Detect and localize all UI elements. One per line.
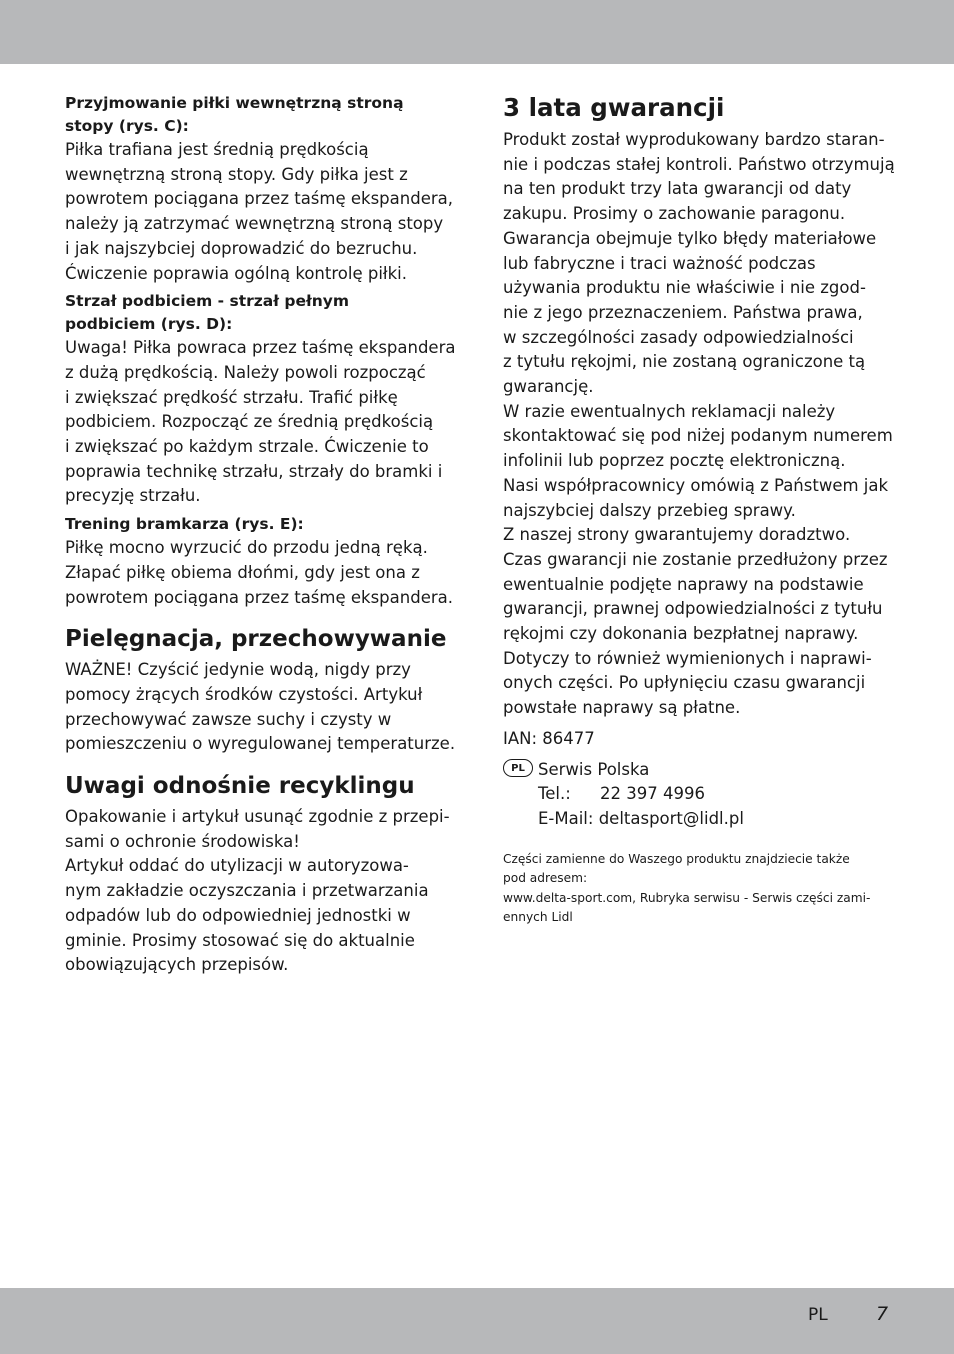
paragraph-line: Gwarancja obejmuje tylko błędy materiałowe xyxy=(503,228,877,248)
paragraph-line: nym zakładzie oczyszczania i przetwarzania xyxy=(65,881,429,901)
service-email: E-Mail: deltasport@lidl.pl xyxy=(538,808,744,828)
paragraph-line: infolinii lub poprzez pocztę elektroniczną. xyxy=(503,451,846,471)
paragraph-line: Uwaga! Piłka powraca przez taśmę ekspandera xyxy=(65,338,456,358)
country-badge-pl: PL xyxy=(503,759,533,777)
paragraph-line: i zwiększać prędkość strzału. Trafić piłkę xyxy=(65,387,398,407)
paragraph-line: ewentualnie podjęte naprawy na podstawie xyxy=(503,574,864,594)
paragraph-line: powstałe naprawy są płatne. xyxy=(503,698,741,718)
recycling-heading: Uwagi odnośnie recyklingu xyxy=(65,773,415,800)
paragraph-line: Opakowanie i artykuł usunąć zgodnie z przepi- xyxy=(65,807,450,827)
spare-parts-line: Części zamienne do Waszego produktu znajdziecie także xyxy=(503,851,850,866)
spare-parts-line: pod adresem: xyxy=(503,871,588,886)
paragraph-line: W razie ewentualnych reklamacji należy xyxy=(503,401,836,421)
paragraph-line: powrotem pociągana przez taśmę ekspandera, xyxy=(65,189,453,209)
right-column xyxy=(503,92,895,928)
paragraph-line: poprawia technikę strzału, strzały do bramki i xyxy=(65,461,443,481)
paragraph-line: rękojmi czy dokonania bezpłatnej naprawy. xyxy=(503,624,859,644)
paragraph-line: obowiązujących przepisów. xyxy=(65,955,289,975)
paragraph-line: Z naszej strony gwarantujemy doradztwo. xyxy=(503,525,851,545)
paragraph-line: Ćwiczenie poprawia ogólną kontrolę piłki. xyxy=(65,263,407,283)
paragraph-line: nie i podczas stałej kontroli. Państwo otrzymują xyxy=(503,154,895,174)
paragraph-line: i jak najszybciej doprowadzić do bezruchu. xyxy=(65,238,418,258)
paragraph-line: Piłka trafiana jest średnią prędkością xyxy=(65,140,369,159)
paragraph-line: onych części. Po upłynięciu czasu gwarancji xyxy=(503,673,866,693)
left-column xyxy=(65,92,457,978)
paragraph-line: pomieszczeniu o wyregulowanej temperaturze. xyxy=(65,734,456,754)
paragraph-line: lub fabryczne i traci ważność podczas xyxy=(503,253,816,273)
service-phone-row xyxy=(503,782,895,807)
paragraph-line: skontaktować się pod niżej podanym numerem xyxy=(503,426,893,446)
paragraph-line: Piłkę mocno wyrzucić do przodu jedną ręką. xyxy=(65,538,428,558)
paragraph-line: i zwiększać po każdym strzale. Ćwiczenie to xyxy=(65,437,429,457)
paragraph-line: WAŻNE! Czyścić jedynie wodą, nigdy przy xyxy=(65,660,411,680)
spare-parts-line: www.delta-sport.com, Rubryka serwisu - Serwis części zami- xyxy=(503,890,871,905)
care-heading: Pielęgnacja, przechowywanie xyxy=(65,626,447,653)
spare-parts-line: ennych Lidl xyxy=(503,910,573,925)
paragraph-line: Złapać piłkę obiema dłońmi, gdy jest ona z xyxy=(65,562,420,582)
paragraph-line: gminie. Prosimy stosować się do aktualnie xyxy=(65,930,415,950)
paragraph-line: Czas gwarancji nie zostanie przedłużony przez xyxy=(503,549,888,569)
paragraph-line: wewnętrzną stroną stopy. Gdy piłka jest z xyxy=(65,164,408,184)
service-name: Serwis Polska xyxy=(538,759,650,779)
paragraph-line: odpadów lub do odpowiedniej jednostki w xyxy=(65,905,411,925)
subheading-inside-foot: Przyjmowanie piłki wewnętrzną stroną xyxy=(65,94,404,112)
paragraph-line: zakupu. Prosimy o zachowanie paragonu. xyxy=(503,204,846,224)
subheading-instep-shot: podbiciem (rys. D): xyxy=(65,315,233,334)
paragraph-line: Nasi współpracownicy omówią z Państwem jak xyxy=(503,475,889,495)
subheading-goalkeeper: Trening bramkarza (rys. E): xyxy=(65,515,304,534)
paragraph-line: Dotyczy to również wymienionych i naprawi- xyxy=(503,648,872,668)
paragraph-line: podbiciem. Rozpocząć ze średnią prędkością xyxy=(65,412,434,432)
subheading-instep-shot: Strzał podbiciem - strzał pełnym xyxy=(65,292,350,311)
paragraph-line: nie z jego przeznaczeniem. Państwa prawa, xyxy=(503,302,863,322)
phone-label: Tel.: xyxy=(538,784,571,804)
ian-number: IAN: 86477 xyxy=(503,728,595,748)
paragraph-line: z dużą prędkością. Należy powoli rozpocząć xyxy=(65,362,426,382)
top-band xyxy=(0,0,954,64)
paragraph-line: używania produktu nie właściwie i nie zgod- xyxy=(503,278,866,298)
page-number: 7 xyxy=(876,1303,889,1325)
footer-language: PL xyxy=(808,1305,828,1325)
service-country-row xyxy=(503,758,895,783)
warranty-heading: 3 lata gwarancji xyxy=(503,93,725,122)
paragraph-line: sami o ochronie środowiska! xyxy=(65,831,300,851)
paragraph-line: na ten produkt trzy lata gwarancji od daty xyxy=(503,179,852,199)
paragraph-line: gwarancji, prawnej odpowiedzialności z tytułu xyxy=(503,599,883,619)
paragraph-line: najszybciej dalszy przebieg sprawy. xyxy=(503,500,796,520)
paragraph-line: precyzję strzału. xyxy=(65,486,201,506)
subheading-inside-foot: stopy (rys. C): xyxy=(65,117,189,135)
paragraph-line: powrotem pociągana przez taśmę ekspandera. xyxy=(65,587,453,607)
phone-number: 22 397 4996 xyxy=(600,784,705,804)
paragraph-line: Produkt został wyprodukowany bardzo staran- xyxy=(503,130,885,149)
paragraph-line: pomocy żrących środków czystości. Artykuł xyxy=(65,684,423,704)
paragraph-line: w szczególności zasady odpowiedzialności xyxy=(503,327,854,347)
paragraph-line: Artykuł oddać do utylizacji w autoryzowa- xyxy=(65,856,409,876)
paragraph-line: należy ją zatrzymać wewnętrzną stroną stopy xyxy=(65,214,444,234)
paragraph-line: gwarancję. xyxy=(503,377,594,397)
paragraph-line: przechowywać zawsze suchy i czysty w xyxy=(65,709,392,729)
paragraph-line: z tytułu rękojmi, nie zostaną ograniczone tą xyxy=(503,352,866,372)
